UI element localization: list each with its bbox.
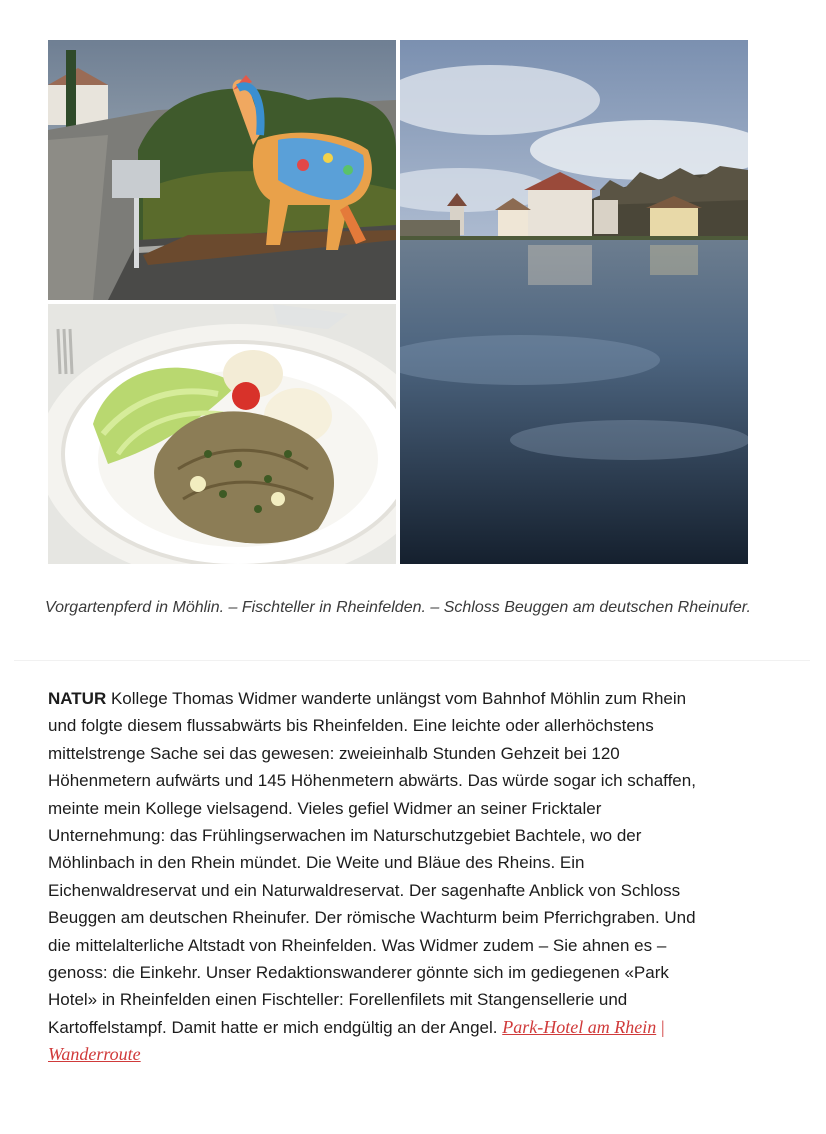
photo-grid (48, 40, 748, 564)
link-park-hotel[interactable]: Park-Hotel am Rhein (502, 1016, 657, 1037)
article-paragraph (48, 685, 708, 1069)
garden-horse-image (48, 40, 396, 300)
article-lead: NATUR (48, 689, 107, 708)
photo-garden-horse (48, 40, 396, 300)
article-body: Kollege Thomas Widmer wanderte unlängst vom Bahnhof Möhlin zum Rhein und folgte diesem flussabwärts bis Rheinfelden. Eine leichte oder allerhöchstens mittelstrenge Sache sei das gewesen: zweieinhalb Stunden Gehzeit bei 120 Höhenmetern aufwärts und 145 Höhenmetern abwärts. Das würde sogar ich schaffen, meinte mein Kollege vielsagend. Vieles gefiel Widmer an seiner Fricktaler Unternehmung: das Frühlingserwachen im Naturschutzgebiet Bachtele, wo der Möhlinbach in den Rhein mündet. Die Weite und Bläue des Rheins. Ein Eichenwaldreservat und ein Naturwaldreservat. Der sagenhafte Anblick von Schloss Beuggen am deutschen Rheinufer. Der römische Wachturm beim Pferrichgraben. Und die mittelalterliche Altstadt von Rheinfelden. Was Widmer zudem – Sie ahnen es – genoss: die Einkehr. Unser Redaktionswanderer gönnte sich im gediegenen «Park Hotel» in Rheinfelden einen Fischteller: Forellenfilets mit Stangensellerie und Kartoffelstampf. Damit hatte er mich endgültig an der Angel. (48, 689, 696, 1037)
photo-castle-river (400, 40, 748, 564)
castle-river-image (400, 40, 748, 564)
link-wanderroute[interactable]: Wanderroute (48, 1044, 141, 1065)
photo-fish-plate (48, 304, 396, 564)
fish-plate-image (48, 304, 396, 564)
link-separator: | (660, 1016, 665, 1037)
section-divider (14, 660, 810, 661)
photo-caption: Vorgartenpferd in Möhlin. – Fischteller in Rheinfelden. – Schloss Beuggen am deutschen Rheinufer. (45, 599, 751, 616)
